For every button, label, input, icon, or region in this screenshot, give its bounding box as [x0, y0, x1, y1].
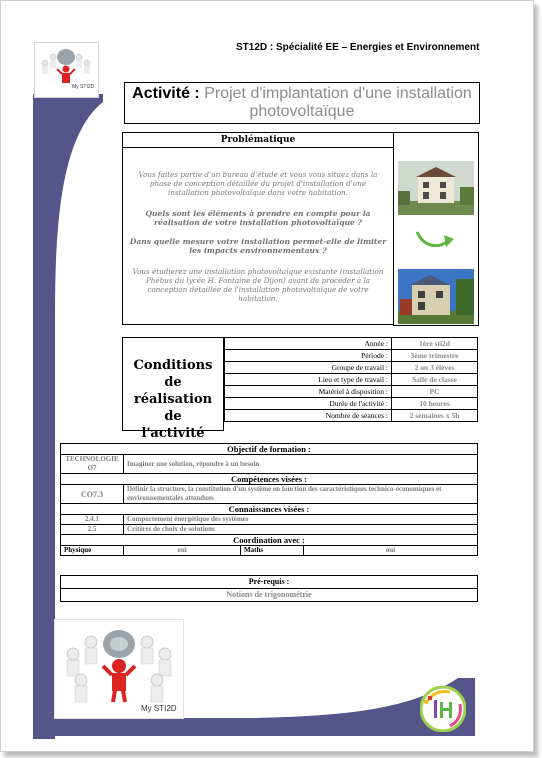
- page-header: ST12D : Spécialité EE – Energies et Environnement: [236, 42, 480, 53]
- cond-value: 1ère sti2d: [392, 338, 478, 350]
- house-photo-1: [398, 161, 474, 215]
- conditions-title-l1: Conditions de: [133, 358, 213, 390]
- table-row: [61, 504, 478, 515]
- coordination-subject: Maths: [241, 546, 304, 556]
- table-row: [61, 474, 478, 485]
- table-row: [225, 374, 478, 386]
- competences-head: Compétences visées :: [61, 474, 478, 485]
- table-row: [61, 546, 478, 556]
- objectif-code: [61, 455, 124, 474]
- cond-label: Période :: [225, 350, 392, 362]
- arrow-right-icon: [414, 227, 456, 253]
- cond-value: PC: [392, 386, 478, 398]
- house-photo-2: [398, 269, 474, 324]
- table-row: [61, 525, 478, 535]
- cond-value: 2 semaines x 5h: [392, 410, 478, 422]
- coordination-subject: Physique: [61, 546, 124, 556]
- problematique-title: Problématique: [123, 133, 393, 148]
- connaissances-head: Connaissances visées :: [61, 504, 478, 515]
- cond-value: 3ème trimestre: [392, 350, 478, 362]
- activity-title-line1: Projet d'implantation d'une installation: [204, 85, 472, 102]
- activity-title-box: [124, 82, 480, 124]
- problematique-outro: Vous étudierez une installation photovoltaïque existante (installation Phébus du lycée H. Fontaine de Dijon) avant de procéder à la conception détaillée de l'installation photovoltaïque de votre habitation.: [132, 267, 384, 303]
- logo-top-caption: My STI2D: [72, 84, 95, 90]
- cond-label: Année :: [225, 338, 392, 350]
- cond-value: Salle de classe: [392, 374, 478, 386]
- coordination-head: Coordination avec :: [61, 535, 478, 546]
- objectif-code-top: TECHNOLOGIE: [65, 455, 119, 463]
- table-row: [225, 398, 478, 410]
- connaissance-desc: Critères de choix de solutions: [124, 525, 478, 535]
- table-row: [61, 589, 478, 602]
- competences-desc: Définir la structure, la constitution d'un système en fonction des caractéristiques technico-économiques et environnementales attendues: [124, 485, 478, 504]
- table-row: [225, 362, 478, 374]
- cond-label: Durée de l'activité :: [225, 398, 392, 410]
- coordination-value: oui: [304, 546, 478, 556]
- cond-value: 2 ou 3 élèves: [392, 362, 478, 374]
- conditions-table: [224, 337, 478, 422]
- objectives-table: [60, 443, 478, 556]
- table-row: [61, 576, 478, 589]
- conditions-title-l2: réalisation de: [133, 392, 213, 424]
- connaissance-desc: Comportement énergétique des systèmes: [124, 515, 478, 525]
- cond-label: Matériel à disposition :: [225, 386, 392, 398]
- prerequis-value: Notions de trigonométrie: [61, 589, 478, 602]
- prerequis-table: [60, 575, 478, 602]
- logo-top: [34, 42, 99, 98]
- logo-bottom: [54, 619, 184, 719]
- table-row: [61, 444, 478, 455]
- competences-code: CO7.3: [61, 485, 124, 504]
- coordination-value: oui: [124, 546, 241, 556]
- conditions-box: [122, 337, 478, 441]
- problematique-intro: Vous faites partie d'un bureau d'étude et vous vous situez dans la phase de conception détaillée du projet d'installation d'une installation photovoltaïque dans votre habitation.: [138, 170, 378, 197]
- problematique-question-1: Quels sont les éléments à prendre en compte pour la réalisation de votre installation photovoltaïque ?: [145, 209, 371, 227]
- conditions-title: [122, 337, 224, 441]
- connaissance-code: 2.5: [61, 525, 124, 535]
- objectif-code-value: O7: [87, 464, 97, 472]
- problematique-question-2: Dans quelle mesure votre installation permet-elle de limiter les impacts environnementaux ?: [129, 237, 387, 255]
- table-row: [61, 455, 478, 474]
- cond-value: 10 heures: [392, 398, 478, 410]
- images-column: [393, 132, 479, 326]
- school-logo-icon: [420, 686, 466, 732]
- table-row: [61, 515, 478, 525]
- table-row: [225, 350, 478, 362]
- connaissance-code: 2.4.1: [61, 515, 124, 525]
- cond-label: Lieu et type de travail :: [225, 374, 392, 386]
- table-row: [61, 485, 478, 504]
- table-row: [225, 338, 478, 350]
- problematique-box: [122, 132, 394, 325]
- cond-label: Nombre de séances :: [225, 410, 392, 422]
- objectif-head: Objectif de formation :: [61, 444, 478, 455]
- activity-prefix: Activité :: [132, 85, 200, 102]
- activity-title-line2: photovoltaïque: [249, 103, 355, 120]
- cond-label: Groupe de travail :: [225, 362, 392, 374]
- conditions-title-l3: l'activité: [141, 426, 205, 441]
- objectif-desc: Imaginer une solution, répondre à un besoin: [124, 455, 478, 474]
- table-row: [61, 535, 478, 546]
- table-row: [225, 386, 478, 398]
- logo-bottom-caption: My STI2D: [141, 704, 177, 713]
- prerequis-head: Pré-requis :: [61, 576, 478, 589]
- table-row: [225, 410, 478, 422]
